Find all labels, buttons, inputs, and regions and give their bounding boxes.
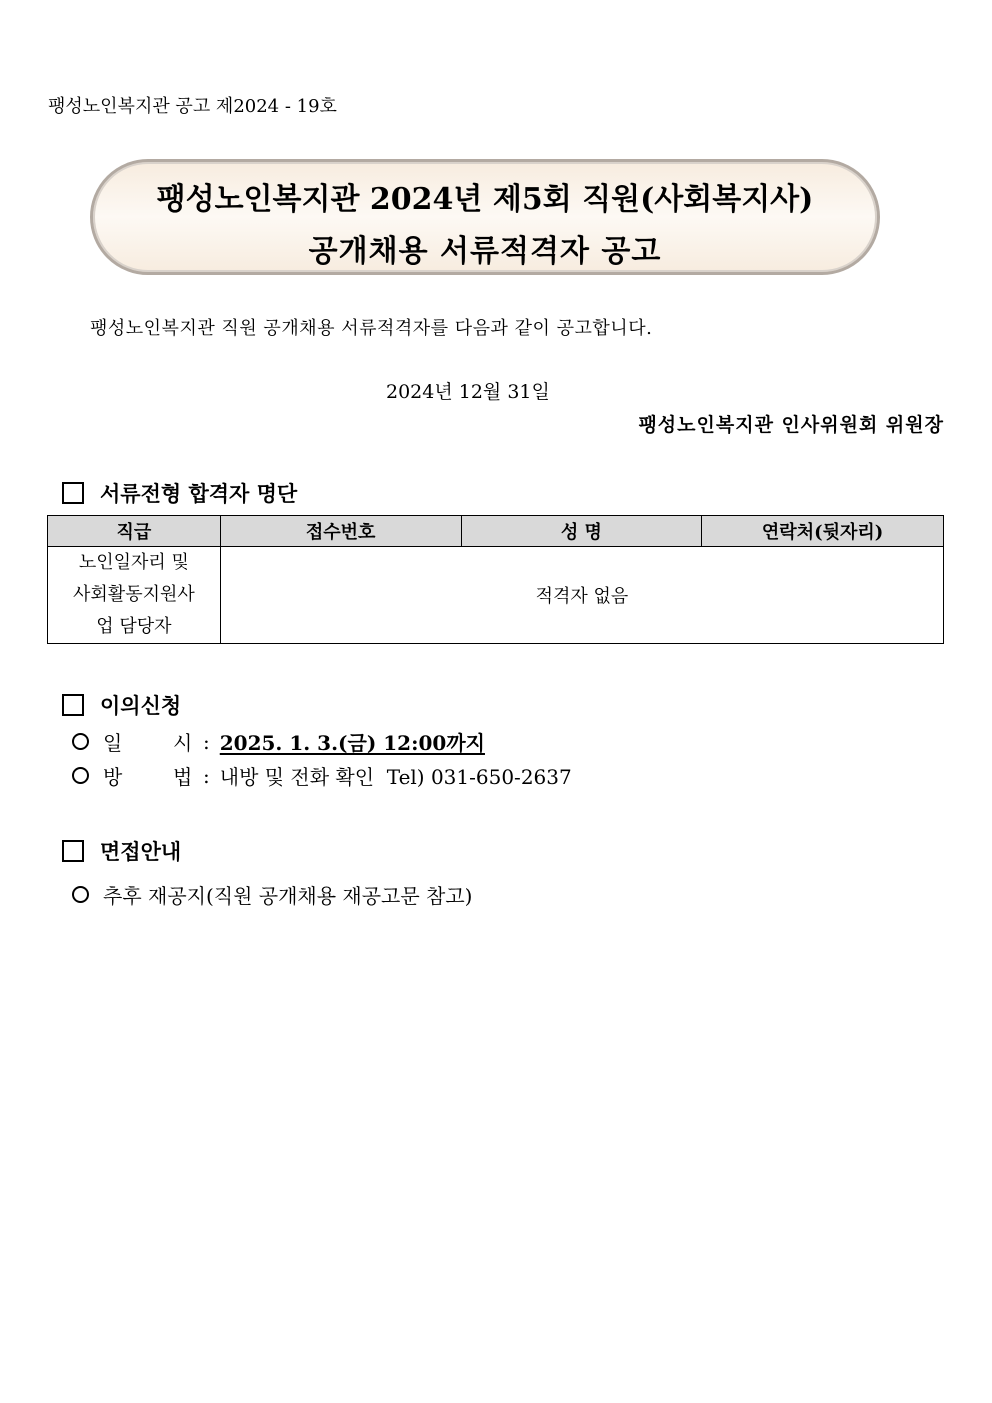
checkbox-square-icon [62,694,84,716]
appeal-date-label: 일 시 [103,731,193,755]
appeal-method-row [72,761,572,790]
job-title-cell [48,547,221,644]
results-table [47,515,944,644]
circle-bullet-icon [72,733,89,750]
job-line: 노인일자리 및 [78,552,189,573]
interview-row [72,880,472,909]
header-name: 성 명 [461,516,702,547]
job-line: 업 담당자 [96,616,172,637]
table-row [48,547,944,644]
signer: 팽성노인복지관 인사위원회 위원장 [638,414,944,436]
interview-item: 추후 재공지(직원 공개채용 재공고문 참고) [103,884,473,908]
notice-number: 팽성노인복지관 공고 제2024 - 19호 [48,96,337,117]
intro-text: 팽성노인복지관 직원 공개채용 서류적격자를 다음과 같이 공고합니다. [90,318,653,339]
announcement-date: 2024년 12월 31일 [386,381,550,403]
header-rank: 직급 [48,516,221,547]
appeal-date-row [72,727,485,756]
section-interview-heading [62,836,181,866]
appeal-date-value: 2025. 1. 3.(금) 12:00까지 [219,731,485,755]
section-results-title: 서류전형 합격자 명단 [100,481,298,506]
circle-bullet-icon [72,886,89,903]
job-line: 사회활동지원사 [73,584,195,605]
section-appeal-title: 이의신청 [100,693,182,718]
section-results-heading [62,478,297,508]
section-interview-title: 면접안내 [100,839,182,864]
table-header-row [48,516,944,547]
circle-bullet-icon [72,767,89,784]
checkbox-square-icon [62,840,84,862]
colon: : [203,729,210,754]
appeal-method-value: 내방 및 전화 확인 Tel) 031-650-2637 [219,765,572,789]
checkbox-square-icon [62,482,84,504]
header-contact: 연락처(뒷자리) [702,516,944,547]
title-line-2: 공개채용 서류적격자 공고 [308,234,662,269]
section-appeal-heading [62,690,181,720]
title-banner [90,159,880,275]
colon: : [203,763,210,788]
result-cell: 적격자 없음 [220,547,943,644]
header-application-number: 접수번호 [220,516,461,547]
appeal-method-label: 방 법 [103,765,193,789]
title-line-1: 팽성노인복지관 2024년 제5회 직원(사회복지사) [156,182,814,217]
